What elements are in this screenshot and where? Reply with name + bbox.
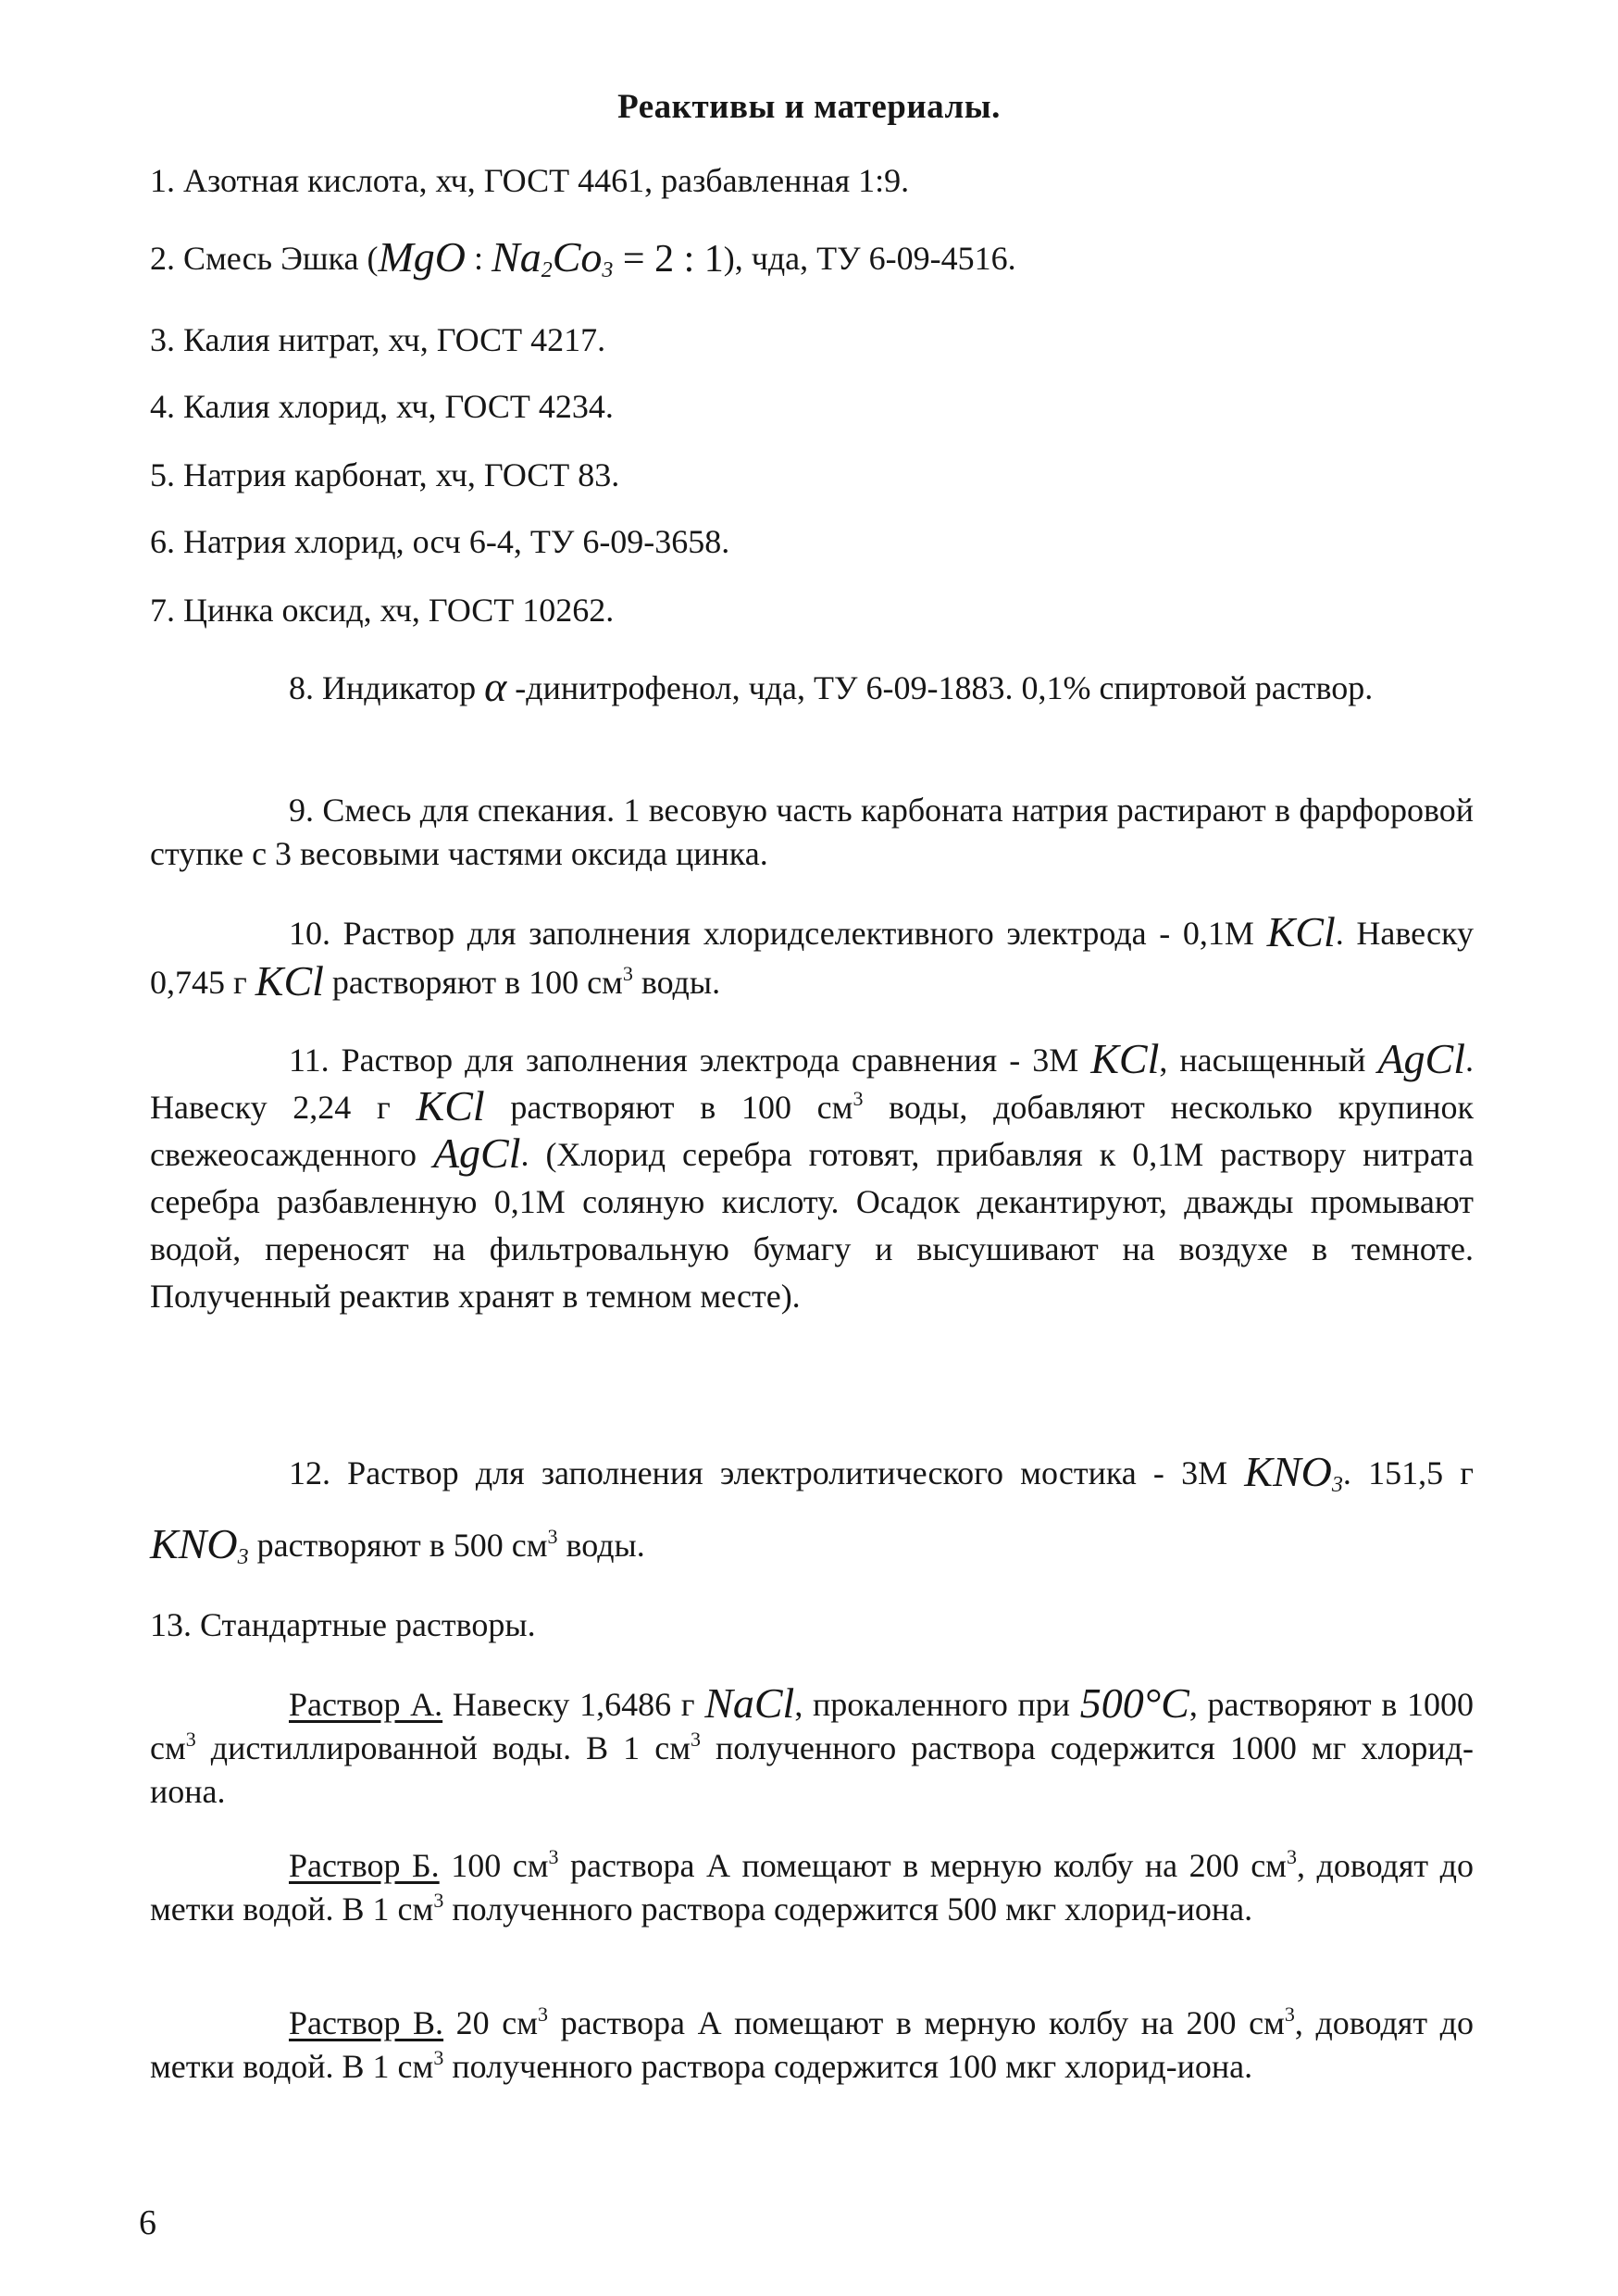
solution-a-label: Раствор А. xyxy=(289,1686,443,1723)
list-item-12: 12. Раствор для заполнения электролитического мостика - 3М $KNO_3$. 151,5 г $KNO_3$ растворяют в 500 $см^3$ воды. xyxy=(150,1448,1475,1569)
list-item-6: 6. Натрия хлорид, осч 6-4, ТУ 6-09-3658. xyxy=(150,523,730,560)
formula-nacl: NaCl xyxy=(704,1679,795,1727)
list-item-13: 13. Стандартные растворы. xyxy=(150,1606,536,1643)
section-heading: Реактивы и материалы. xyxy=(617,88,1001,126)
list-item-5: 5. Натрия карбонат, хч, ГОСТ 83. xyxy=(150,456,620,493)
formula-kcl: KCl xyxy=(1090,1035,1160,1082)
list-item-3: 3. Калия нитрат, хч, ГОСТ 4217. xyxy=(150,321,606,358)
list-item-1: 1. Азотная кислота, хч, ГОСТ 4461, разбавленная 1:9. xyxy=(150,162,910,199)
solution-a-paragraph: Раствор А. Навеску 1,6486 г NaCl, прокаленного при 500°C, растворяют в 1000 $см^3$ дистиллированной воды. В 1 $см^3$ полученного раствора содержится 1000 мг хлорид-иона. xyxy=(150,1679,1475,1810)
temperature: 500°C xyxy=(1079,1679,1189,1727)
solution-v-label: Раствор В. xyxy=(289,2004,444,2041)
formula-na2co3: $Na_2Co_3$ xyxy=(492,233,614,282)
list-item-10: 10. Раствор для заполнения хлоридселективного электрода - 0,1М KCl. Навеску 0,745 г KCl растворяют в 100 $см^3$ воды. xyxy=(150,908,1474,1004)
formula-agcl: AgCl xyxy=(1377,1035,1465,1082)
formula-agcl: AgCl xyxy=(432,1129,521,1177)
list-item-8: 8. Индикатор α -динитрофенол, чда, ТУ 6-09-1883. 0,1% спиртовой раствор. xyxy=(289,663,1374,710)
solution-v-paragraph: Раствор В. 20 $см^3$ раствора А помещают в мерную колбу на 200 $см^3$, доводят до метки водой. В 1 $см^3$ полученного раствора содержится 100 мкг хлорид-иона. xyxy=(150,2003,1474,2085)
formula-kcl: KCl xyxy=(416,1082,485,1129)
item-2-text: 2. Смесь Эшка ( xyxy=(150,240,379,277)
formula-kcl: KCl xyxy=(1266,908,1336,955)
ratio: = 2 : 1 xyxy=(613,238,724,281)
list-item-2 xyxy=(150,233,1474,282)
formula-mgo: MgO xyxy=(378,233,467,281)
item-2-suffix: ), чда, ТУ 6-09-4516. xyxy=(723,240,1016,277)
solution-b-label: Раствор Б. xyxy=(289,1847,440,1884)
formula-kno3: $KNO_3$ xyxy=(1244,1448,1343,1497)
list-item-11: 11. Раствор для заполнения электрода сравнения - 3М KCl, насыщенный AgCl. Навеску 2,24 г KCl растворяют в 100 $см^3$ воды, добавляют несколько крупинок свежеосажденного AgCl. (Хлорид серебра готовят, прибавляя к 0,1М раствору нитрата серебра разбавленную 0,1М соляную кислоту. Осадок декантируют, дважды промывают водой, переносят на фильтровальную бумагу и высушивают на воздухе в темноте. Полученный реактив хранят в темном месте). xyxy=(150,1035,1474,1315)
item-2-separator: : xyxy=(466,240,492,277)
list-item-9: 9. Смесь для спекания. 1 весовую часть карбоната натрия растирают в фарфоровой ступке с 3 весовыми частями оксида цинка. xyxy=(150,792,1474,872)
list-item-7: 7. Цинка оксид, хч, ГОСТ 10262. xyxy=(150,592,615,629)
solution-b-paragraph: Раствор Б. 100 $см^3$ раствора А помещают в мерную колбу на 200 $см^3$, доводят до метки водой. В 1 $см^3$ полученного раствора содержится 500 мкг хлорид-иона. xyxy=(150,1845,1474,1928)
alpha-symbol: α xyxy=(484,663,507,710)
formula-kcl: KCl xyxy=(255,957,324,1004)
list-item-4: 4. Калия хлорид, хч, ГОСТ 4234. xyxy=(150,388,614,425)
page-number: 6 xyxy=(139,2203,156,2242)
formula-kno3: $KNO_3$ xyxy=(150,1520,249,1569)
